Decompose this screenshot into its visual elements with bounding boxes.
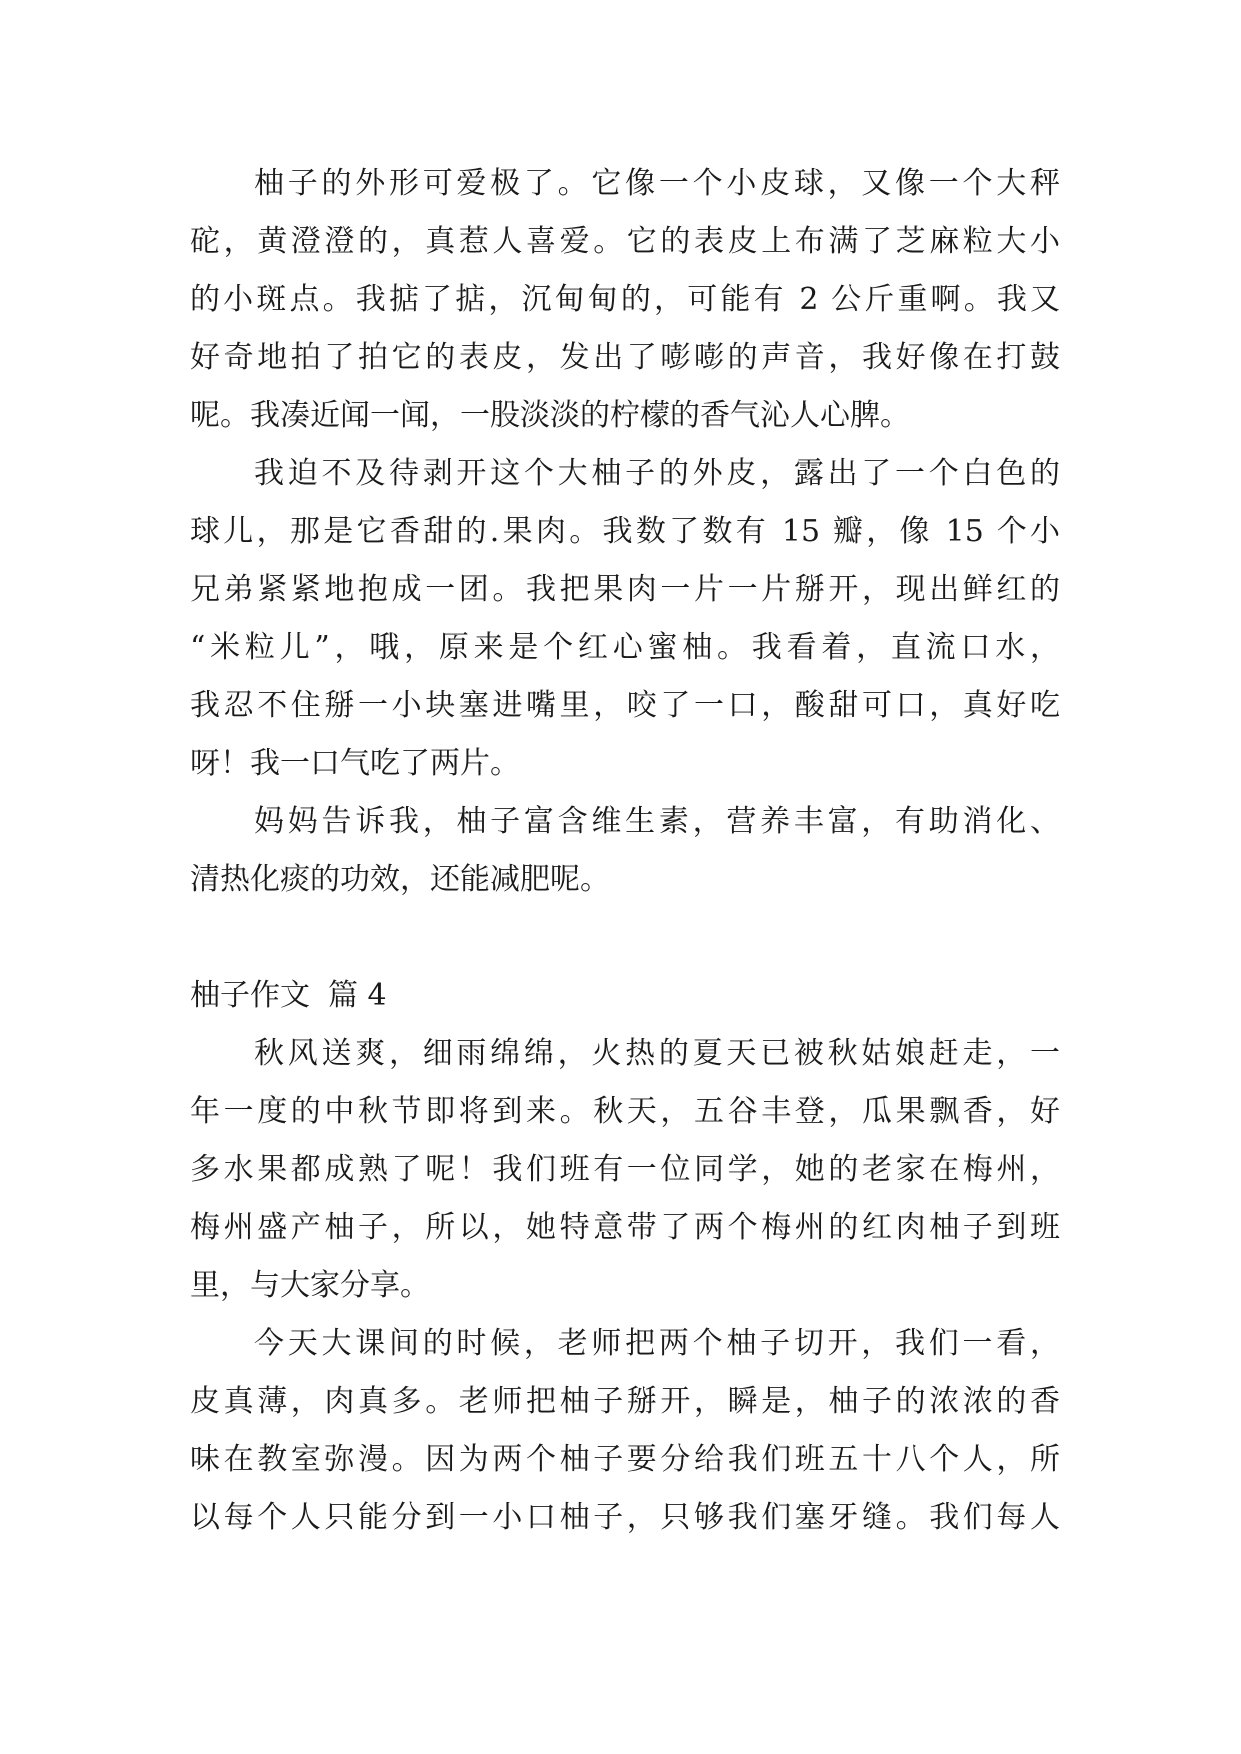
paragraph-line: 砣，黄澄澄的，真惹人喜爱。它的表皮上布满了芝麻粒大小 xyxy=(190,224,1060,259)
paragraph xyxy=(190,445,1060,793)
paragraph xyxy=(190,155,1060,445)
paragraph-line: 妈妈告诉我，柚子富含维生素，营养丰富，有助消化、 xyxy=(254,804,1060,839)
paragraph-line: 以每个人只能分到一小口柚子，只够我们塞牙缝。我们每人 xyxy=(190,1500,1060,1535)
paragraph-line: 今天大课间的时候，老师把两个柚子切开，我们一看， xyxy=(254,1326,1060,1361)
section-heading-title: 柚子作文 xyxy=(190,978,310,1013)
paragraph-line: 清热化痰的功效，还能减肥呢。 xyxy=(190,862,610,897)
paragraph xyxy=(190,1025,1060,1315)
paragraph-line: 年一度的中秋节即将到来。秋天，五谷丰登，瓜果飘香，好 xyxy=(190,1094,1060,1129)
section-heading xyxy=(190,967,1060,1025)
paragraph-line: 梅州盛产柚子，所以，她特意带了两个梅州的红肉柚子到班 xyxy=(190,1210,1060,1245)
paragraph-line: 我忍不住掰一小块塞进嘴里，咬了一口，酸甜可口，真好吃 xyxy=(190,688,1060,723)
paragraph-line: 的小斑点。我掂了掂，沉甸甸的，可能有 2 公斤重啊。我又 xyxy=(190,282,1060,317)
paragraph xyxy=(190,1315,1060,1547)
paragraph-line: 皮真薄，肉真多。老师把柚子掰开，瞬是，柚子的浓浓的香 xyxy=(190,1384,1060,1419)
paragraph-line: 里，与大家分享。 xyxy=(190,1268,430,1303)
paragraph-line: 好奇地拍了拍它的表皮，发出了嘭嘭的声音，我好像在打鼓 xyxy=(190,340,1060,375)
document-body xyxy=(190,155,1060,1547)
paragraph-line: 我迫不及待剥开这个大柚子的外皮，露出了一个白色的 xyxy=(254,456,1060,491)
paragraph-line: 秋风送爽，细雨绵绵，火热的夏天已被秋姑娘赶走，一 xyxy=(254,1036,1060,1071)
section-heading-number: 篇 4 xyxy=(328,978,387,1013)
paragraph xyxy=(190,793,1060,909)
paragraph-line: 味在教室弥漫。因为两个柚子要分给我们班五十八个人，所 xyxy=(190,1442,1060,1477)
paragraph-line: 兄弟紧紧地抱成一团。我把果肉一片一片掰开，现出鲜红的 xyxy=(190,572,1060,607)
paragraph-line: 球儿，那是它香甜的.果肉。我数了数有 15 瓣，像 15 个小 xyxy=(190,514,1060,549)
paragraph-line: 呢。我凑近闻一闻，一股淡淡的柠檬的香气沁人心脾。 xyxy=(190,398,910,433)
paragraph-line: “米粒儿”，哦，原来是个红心蜜柚。我看着，直流口水， xyxy=(190,630,1060,665)
paragraph-line: 多水果都成熟了呢！我们班有一位同学，她的老家在梅州， xyxy=(190,1152,1060,1187)
paragraph-line: 呀！我一口气吃了两片。 xyxy=(190,746,520,781)
paragraph-line: 柚子的外形可爱极了。它像一个小皮球，又像一个大秤 xyxy=(254,166,1060,201)
